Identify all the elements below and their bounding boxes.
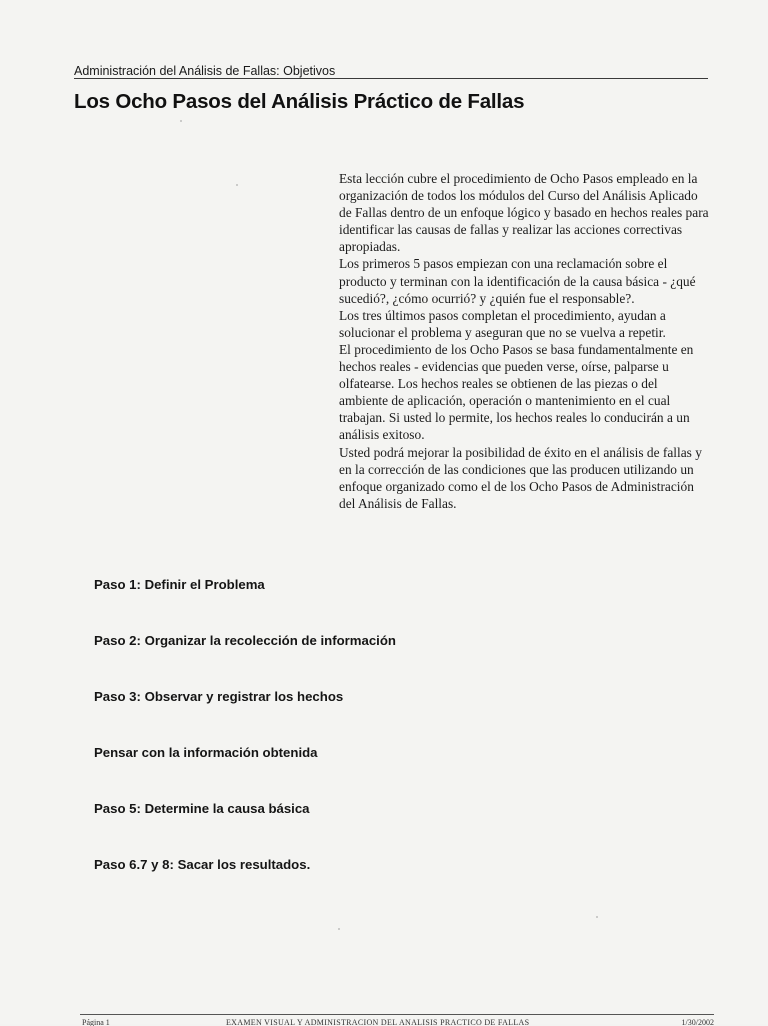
step-item: Paso 6.7 y 8: Sacar los resultados. bbox=[94, 857, 311, 872]
scan-speck bbox=[236, 184, 238, 186]
step-item: Paso 1: Definir el Problema bbox=[94, 577, 265, 592]
footer-rule bbox=[80, 1014, 714, 1015]
step-item: Paso 3: Observar y registrar los hechos bbox=[94, 689, 344, 704]
step-item: Paso 5: Determine la causa básica bbox=[94, 801, 310, 816]
page-footer bbox=[80, 1016, 714, 1026]
footer-document-title: EXAMEN VISUAL Y ADMINISTRACION DEL ANALISIS PRACTICO DE FALLAS bbox=[226, 1018, 530, 1026]
footer-page-number: Página 1 bbox=[82, 1018, 110, 1026]
intro-text bbox=[339, 170, 709, 512]
intro-paragraph: Los tres últimos pasos completan el procedimiento, ayudan a solucionar el problema y aseguran que no se vuelva a repetir. bbox=[339, 307, 666, 340]
intro-paragraph: Esta lección cubre el procedimiento de Ocho Pasos empleado en la organización de todos los módulos del Curso del Análisis Aplicado de Fallas dentro de un enfoque lógico y basado en hechos reales para identificar las causas de fallas y realizar las acciones correctivas apropiadas. bbox=[339, 171, 709, 255]
page-title: Los Ocho Pasos del Análisis Práctico de Fallas bbox=[74, 90, 525, 113]
scan-speck bbox=[180, 120, 182, 122]
header-rule bbox=[74, 64, 708, 79]
step-item: Pensar con la información obtenida bbox=[94, 745, 318, 760]
intro-paragraph: Usted podrá mejorar la posibilidad de éxito en el análisis de fallas y en la corrección de las condiciones que las producen utilizando un enfoque organizado como el de los Ocho Pasos de Administración del Análisis de Fallas. bbox=[339, 444, 702, 511]
step-item: Paso 2: Organizar la recolección de información bbox=[94, 633, 396, 648]
intro-paragraph: Los primeros 5 pasos empiezan con una reclamación sobre el producto y terminan con la identificación de la causa básica - ¿qué sucedió?, ¿cómo ocurrió? y ¿quién fue el responsable?. bbox=[339, 256, 696, 306]
intro-paragraph: El procedimiento de los Ocho Pasos se basa fundamentalmente en hechos reales - evidencias que pueden verse, oírse, palparse u olfatearse. Los hechos reales se obtienen de las piezas o del ambiente de aplicación, operación o mantenimiento en el cual trabajan. Si usted lo permite, los hechos reales lo conducirán a un análisis exitoso. bbox=[339, 341, 694, 443]
footer-date: 1/30/2002 bbox=[681, 1018, 714, 1026]
scan-speck bbox=[596, 916, 598, 918]
section-label: Administración del Análisis de Fallas: Objetivos bbox=[74, 64, 339, 78]
scan-speck bbox=[338, 928, 340, 930]
